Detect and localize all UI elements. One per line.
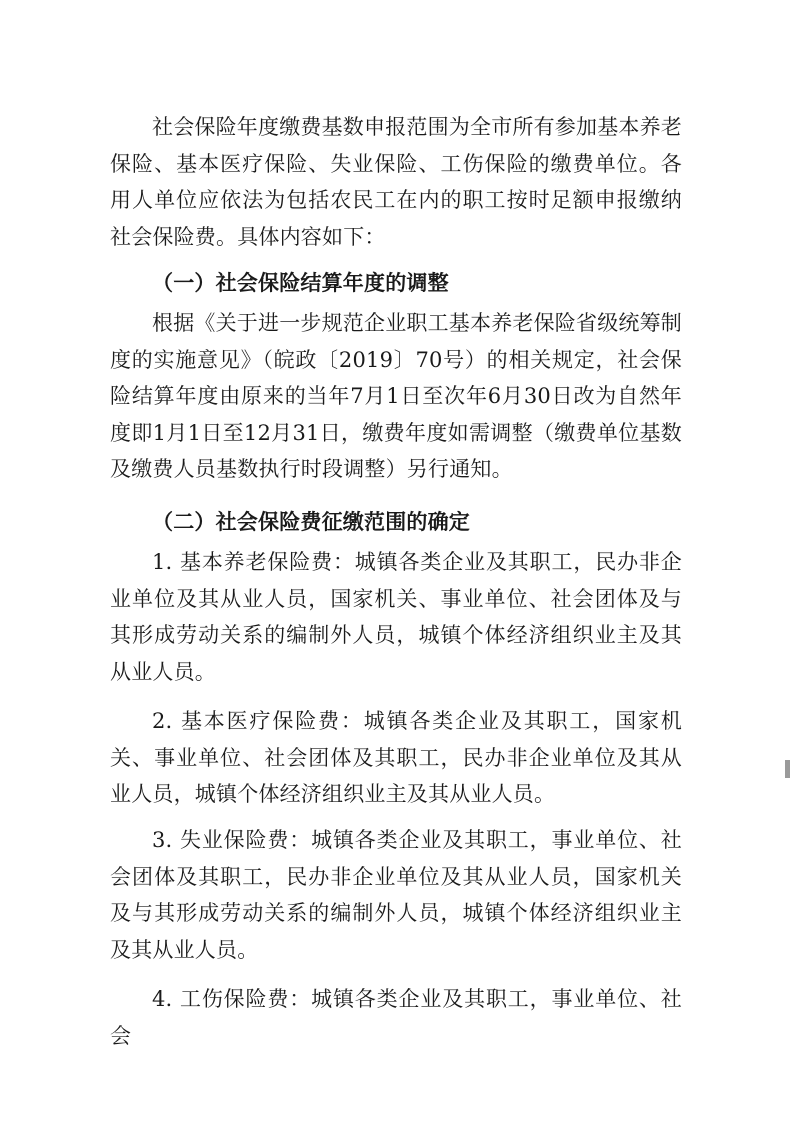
section1-heading: （一）社会保险结算年度的调整	[152, 270, 449, 295]
section1-paragraph: 根据《关于进一步规范企业职工基本养老保险省级统筹制度的实施意见》（皖政〔2019〕70号）的相关规定，社会保险结算年度由原来的当年7月1日至次年6月30日改为自然年度即1月1日至12月31日，缴费年度如需调整（缴费单位基数及缴费人员基数执行时段调整）另行通知。	[110, 311, 682, 481]
intro-paragraph: 社会保险年度缴费基数申报范围为全市所有参加基本养老保险、基本医疗保险、失业保险、工伤保险的缴费单位。各用人单位应依法为包括农民工在内的职工按时足额申报缴纳社会保险费。具体内容如下：	[110, 115, 682, 249]
item4-paragraph: 4. 工伤保险费：城镇各类企业及其职工，事业单位、社会	[110, 987, 682, 1048]
scan-edge-mark	[785, 760, 790, 778]
section2-heading: （二）社会保险费征缴范围的确定	[152, 509, 470, 534]
item3-paragraph: 3. 失业保险费：城镇各类企业及其职工，事业单位、社会团体及其职工，民办非企业单位及其从业人员，国家机关及与其形成劳动关系的编制外人员，城镇个体经济组织业主及其从业人员。	[110, 828, 682, 962]
item2-paragraph: 2. 基本医疗保险费：城镇各类企业及其职工，国家机关、事业单位、社会团体及其职工，民办非企业单位及其从业人员，城镇个体经济组织业主及其从业人员。	[110, 709, 682, 806]
item1-paragraph: 1. 基本养老保险费：城镇各类企业及其职工，民办非企业单位及其从业人员，国家机关、事业单位、社会团体及与其形成劳动关系的编制外人员，城镇个体经济组织业主及其从业人员。	[110, 550, 682, 684]
